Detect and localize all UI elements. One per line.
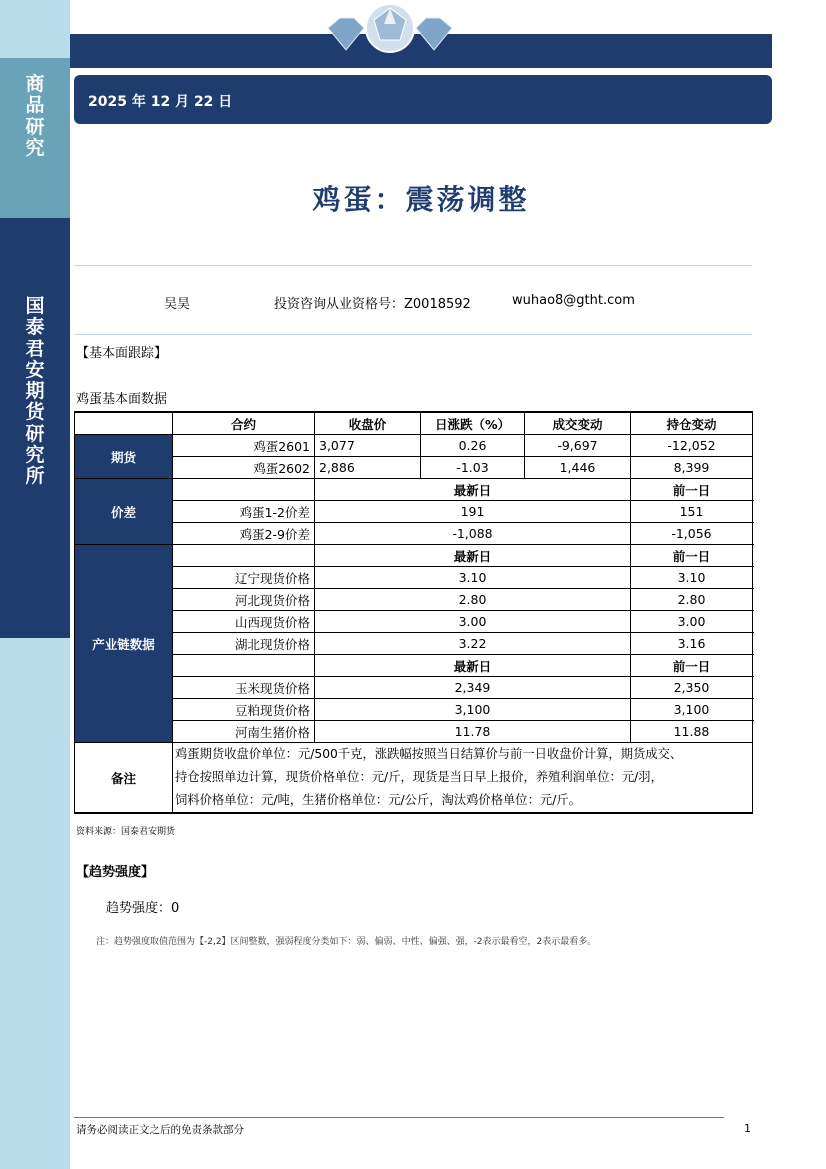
- fundamentals-table: [74, 411, 753, 814]
- col-header-latest: 最新日: [315, 545, 631, 567]
- table-row: [75, 523, 753, 545]
- cell-latest: 3.10: [315, 567, 631, 589]
- table-row: [75, 545, 753, 567]
- category-chain: 产业链数据: [75, 545, 173, 743]
- author-name: 吴昊: [164, 297, 191, 312]
- cell-latest: 2.80: [315, 589, 631, 611]
- cell-name: 河北现货价格: [173, 589, 315, 611]
- cell-prev: -1,056: [631, 523, 753, 545]
- cell-oi: 8,399: [631, 457, 753, 479]
- trend-note: 注：趋势强度取值范围为【-2,2】区间整数，强弱程度分类如下：弱、偏弱、中性、偏强、强，-2表示最看空，2表示最看多。: [96, 937, 597, 947]
- table-caption: 鸡蛋基本面数据: [76, 392, 168, 407]
- col-header-contract: 合约: [173, 412, 315, 435]
- table-row: [75, 633, 753, 655]
- cell-latest: 3.00: [315, 611, 631, 633]
- note-line: 鸡蛋期货收盘价单位：元/500千克，涨跌幅按照当日结算价与前一日收盘价计算，期货成交、: [175, 747, 683, 761]
- cell-prev: 151: [631, 501, 753, 523]
- table-row: [75, 567, 753, 589]
- category-notes: 备注: [75, 743, 173, 814]
- section-fundamentals: 【基本面跟踪】: [76, 346, 168, 361]
- cell-close: 2,886: [315, 457, 421, 479]
- diamond-logo-icon: [320, 4, 460, 64]
- table-row: [75, 721, 753, 743]
- cell-name: 玉米现货价格: [173, 677, 315, 699]
- table-row: [75, 655, 753, 677]
- table-row-notes: [75, 743, 753, 814]
- cell-oi: -12,052: [631, 435, 753, 457]
- note-line: 饲料价格单位：元/吨，生猪价格单位：元/公斤，淘汰鸡价格单位：元/斤。: [175, 793, 581, 807]
- cell-latest: -1,088: [315, 523, 631, 545]
- table-row: [75, 677, 753, 699]
- cell-prev: 2,350: [631, 677, 753, 699]
- category-spread: 价差: [75, 479, 173, 545]
- col-header-change: 日涨跌（%）: [421, 412, 525, 435]
- col-header-oi: 持仓变动: [631, 412, 753, 435]
- footer-divider: [74, 1117, 724, 1118]
- notes-cell: [173, 743, 753, 814]
- cell-latest: 191: [315, 501, 631, 523]
- col-header-prev: 前一日: [631, 545, 753, 567]
- table-row: [75, 699, 753, 721]
- cell-contract: 鸡蛋2602: [173, 457, 315, 479]
- cell-contract: 鸡蛋2601: [173, 435, 315, 457]
- cell-volume: -9,697: [525, 435, 631, 457]
- cell-name: 河南生猪价格: [173, 721, 315, 743]
- sidebar: [0, 0, 70, 1169]
- table-row: [75, 589, 753, 611]
- table-row: [75, 457, 753, 479]
- author-email[interactable]: wuhao8@gtht.com: [512, 293, 635, 308]
- table-row: [75, 501, 753, 523]
- table-row: [75, 435, 753, 457]
- col-header-latest: 最新日: [315, 655, 631, 677]
- cell-volume: 1,446: [525, 457, 631, 479]
- cell-name: 辽宁现货价格: [173, 567, 315, 589]
- cell-latest: 3,100: [315, 699, 631, 721]
- col-header-prev: 前一日: [631, 655, 753, 677]
- report-title: 鸡蛋：震荡调整: [312, 183, 530, 216]
- page-number: 1: [744, 1122, 751, 1135]
- cell-prev: 3.16: [631, 633, 753, 655]
- table-header-row: [75, 412, 753, 435]
- col-header-close: 收盘价: [315, 412, 421, 435]
- divider: [74, 265, 752, 266]
- cell-change: 0.26: [421, 435, 525, 457]
- cell-prev: 3,100: [631, 699, 753, 721]
- cell-prev: 3.10: [631, 567, 753, 589]
- cell-prev: 11.88: [631, 721, 753, 743]
- sidebar-label-research: 商 品 研 究: [25, 73, 45, 159]
- trend-value: 趋势强度：0: [106, 901, 180, 916]
- cell-name: 湖北现货价格: [173, 633, 315, 655]
- col-header-latest: 最新日: [315, 479, 631, 501]
- section-trend: 【趋势强度】: [76, 865, 155, 880]
- cell-name: 山西现货价格: [173, 611, 315, 633]
- data-source: 资料来源：国泰君安期货: [76, 827, 176, 837]
- col-header-volume: 成交变动: [525, 412, 631, 435]
- cell-name: 鸡蛋1-2价差: [173, 501, 315, 523]
- cell-prev: 3.00: [631, 611, 753, 633]
- footer-disclaimer: 请务必阅读正文之后的免责条款部分: [76, 1124, 244, 1136]
- cell-latest: 11.78: [315, 721, 631, 743]
- divider: [74, 334, 752, 335]
- cell-prev: 2.80: [631, 589, 753, 611]
- sidebar-label-org: 国 泰 君 安 期 货 研 究 所: [25, 295, 45, 488]
- author-license: 投资咨询从业资格号：Z0018592: [274, 297, 471, 312]
- cell-change: -1.03: [421, 457, 525, 479]
- cell-close: 3,077: [315, 435, 421, 457]
- table-row: [75, 479, 753, 501]
- date-bar: [74, 75, 772, 124]
- cell-latest: 3.22: [315, 633, 631, 655]
- cell-name: 豆粕现货价格: [173, 699, 315, 721]
- note-line: 持仓按照单边计算，现货价格单位：元/斤，现货是当日早上报价，养殖利润单位：元/羽，: [175, 770, 663, 784]
- report-date: 2025 年 12 月 22 日: [88, 94, 233, 110]
- cell-name: 鸡蛋2-9价差: [173, 523, 315, 545]
- cell-latest: 2,349: [315, 677, 631, 699]
- category-futures: 期货: [75, 435, 173, 479]
- table-row: [75, 611, 753, 633]
- col-header-prev: 前一日: [631, 479, 753, 501]
